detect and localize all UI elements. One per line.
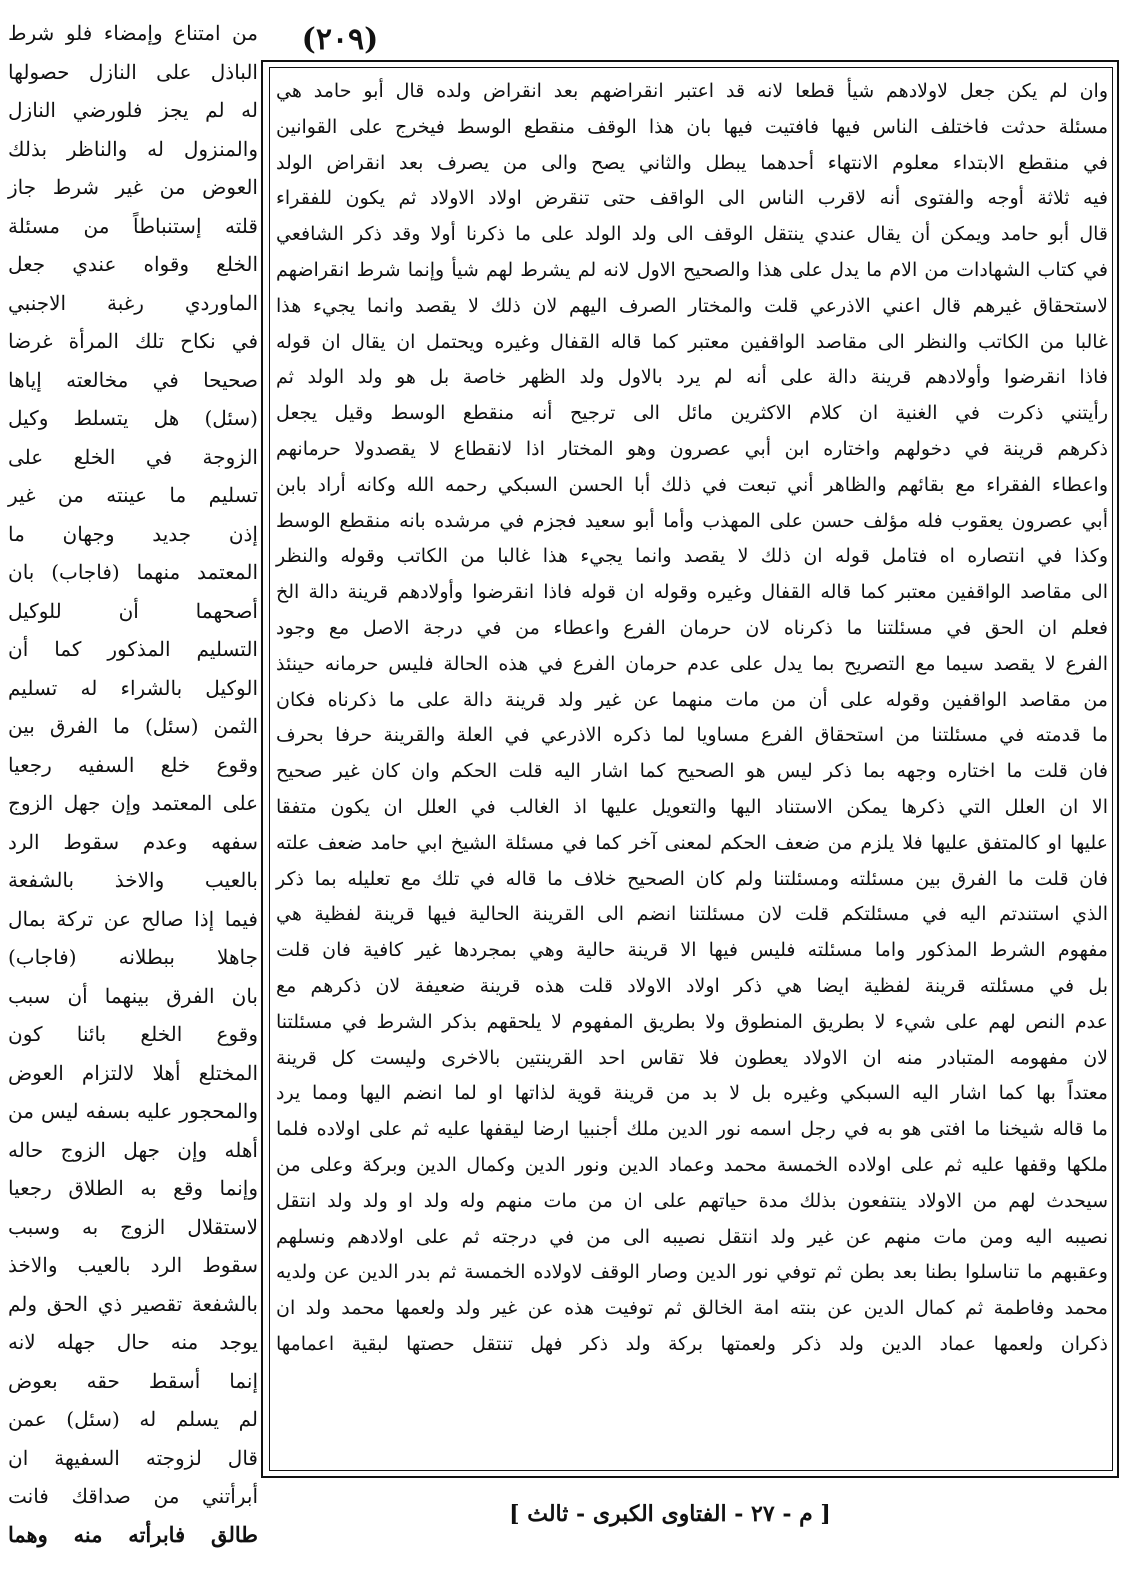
side-text-line: تسليم ما عينته من غير xyxy=(8,483,258,507)
main-text-line: عليها او كالمتفق عليها فلا يلزم من ضعف الحكم لمعنى آخر كما في مسئلة الشيخ ابي حامد ضعف علته xyxy=(276,831,1108,854)
side-text-line: سقوط الرد بالعيب والاخذ xyxy=(8,1253,258,1277)
side-text-line: المختلع أهلا لالتزام العوض xyxy=(8,1060,258,1085)
main-text-line: نصيبه اليه ومن مات منهم عن غير ولد انتقل نصيبه الى من في درجته ثم على اولادهم ونسلهم xyxy=(276,1225,1108,1248)
main-text-line: في منقطع الابتداء معلوم الانتهاء أحدهما يبطل والثاني يصح والى من يصرف بعد انقراض الولد xyxy=(276,151,1108,174)
side-text-line: له لم يجز فلورضي النازل xyxy=(8,98,258,122)
main-text-line: في كتاب الشهادات من الام ما يدل على هذا والصحيح الاول لانه لم يشرط لهم شيأ وإنما شرط انقراضهم xyxy=(276,258,1108,281)
main-text-line: مسئلة حدثت فاختلف الناس فيها فافتيت فيها بان هذا الوقف منقطع الوسط فيخرج على القوانين xyxy=(276,115,1108,138)
side-text-line: وإنما وقع به الطلاق رجعيا xyxy=(8,1176,258,1200)
side-text-line: لاستقلال الزوج به وسبب xyxy=(8,1214,258,1239)
side-text-line: في نكاح تلك المرأة غرضا xyxy=(8,329,258,353)
side-text-line: الخلع وقواه عندي جعل xyxy=(8,252,258,276)
side-text-line: جاهلا ببطلانه (فاجاب) xyxy=(8,945,258,969)
main-text-line: ذكران ولعمها عماد الدين ولد ذكر ولعمتها بركة ولد ذكر فهل تنتقل حصتها لبقية اعمامها xyxy=(276,1332,1108,1355)
main-text-line: وكذا في انتصاره اه فتامل قوله ان ذلك لا يقصد وانما يجيء هذا غالبا من الكاتب وقوله والنظر xyxy=(276,545,1108,568)
side-text-line: الثمن (سئل) ما الفرق بين xyxy=(8,714,258,738)
main-text-line: فان قلت ما اختاره وجهه بما ذكر ليس هو الصحيح كما اشار اليه قلت الحكم وان كان غير صحيح xyxy=(276,760,1108,783)
main-text-line: رأيتني ذكرت في الغنية ان كلام الاكثرين مائل الى ترجيح أنه منقطع الوسط وقيل يجعل xyxy=(276,402,1108,425)
main-text-line: قال أبو حامد ويمكن أن يقال عندي ينتقل الوقف الى ولد الولد على ما ذكرنا أولا وقد ذكر الشافعي xyxy=(276,223,1108,246)
main-text-line: معتداً بها كما اشار اليه السبكي وغيره بل لا بد من قرينة قوية لذاتها او لما انضم اليها ومما يرد xyxy=(276,1082,1108,1105)
main-text-line: لان مفهومه المتبادر منه ان الاولاد يعطون فلا تقاس احد القرينتين بالاخرى وليست كل قرينة xyxy=(276,1046,1108,1069)
side-text-line: فيما إذا صالح عن تركة بمال xyxy=(8,906,258,931)
page-number: (٢٠٩) xyxy=(301,22,379,57)
side-text-line: يوجد منه حال جهله لانه xyxy=(8,1330,258,1354)
main-text-line: الا ان العلل التي ذكرها يمكن الاستناد اليها والتعويل عليها اذ الغالب في العلل ان يكون متفقا xyxy=(276,795,1108,818)
side-column xyxy=(8,14,258,1547)
side-text-line: قال لزوجته السفيهة ان xyxy=(8,1445,258,1470)
main-text-line: فان قلت ما الفرق بين مسئلته ومسئلتنا ولم كان الصحيح خلاف ما قاله في تلك مع تعليله بما ذكر xyxy=(276,867,1108,890)
side-text-line: العوض من غير شرط جاز xyxy=(8,175,258,199)
main-text-line: الى مقاصد الواقفين معتبر كما قاله القفال وغيره وقوله ان قوله فاذا انقرضوا وأولادهم قرينة دالة الخ xyxy=(276,581,1108,604)
main-text-line: فيه ثلاثة أوجه والفتوى أنه لاقرب الناس الى الواقف حتى تنقرض اولاد الاولاد ثم يكون للفقراء xyxy=(276,187,1109,210)
main-text-line: ملكها وقفها عليه ثم على اولاده الخمسة محمد وعماد الدين ونور الدين وكمال الدين وبركة وعلى من xyxy=(276,1153,1108,1176)
side-text-line: التسليم المذكور كما أن xyxy=(8,637,258,661)
main-text-line: وعقبهم ما تناسلوا بطنا بعد بطن ثم توفي نور الدين وصار الوقف لاولاده الخمسة ثم بدر الدين عن ولديه xyxy=(276,1261,1108,1284)
main-text-line: واعطاء الفقراء مع بقائهم والظاهر أني تبعت في ذلك أبا الحسن السبكي رحمه الله وكانه أراد بابن xyxy=(276,473,1108,496)
main-text-line: سيحدث لهم من الاولاد ينتفعون بذلك مدة حياتهم على ان من مات منهم وله ولد او ولد ولد انتقل xyxy=(276,1189,1108,1212)
main-text-line: من مقاصد الواقفين وقوله على أن من مات منهما عن غير ولد قرينة دالة على ما ذكرناه فكان xyxy=(276,688,1108,711)
side-text-line: طالق فابرأته منه وهما xyxy=(8,1521,258,1547)
side-text-line: أبرأتني من صداقك فانت xyxy=(8,1484,258,1508)
side-text-line: لم يسلم له (سئل) عمن xyxy=(8,1407,258,1431)
side-text-line: قلته إستنباطاً من مسئلة xyxy=(8,213,258,238)
main-text-line: مفهوم الشرط المذكور واما مسئلته فليس فيها الا قرينة حالية وهي بمجردها غير كافية فان قلت xyxy=(276,939,1108,962)
side-text-line: الزوجة في الخلع على xyxy=(8,444,258,469)
main-text-line: وان لم يكن جعل لاولادهم شيأ قطعا لانه قد اعتبر انقراضهم بعد انقراض ولده قال أبو حامد هي xyxy=(276,80,1108,102)
main-text-line: الذي استندتم اليه في مسئلتكم قلت لان مسئلتنا انضم الى القرينة الحالية فيها قرينة لفظية هي xyxy=(276,903,1108,926)
main-text-line: فاذا انقرضوا وأولادهم قرينة دالة على أنه لم يرد بالاول ولد الظهر خاصة بل هو ولد الولد ثم xyxy=(276,366,1108,389)
main-text-line: فعلم ان الحق في مسئلتنا ما ذكرناه لان حرمان الفرع واعطاء من في درجة الاصل مع وجود xyxy=(276,616,1108,639)
side-text-line: إنما أسقط حقه بعوض xyxy=(8,1368,258,1393)
side-text-line: على المعتمد وإن جهل الزوج xyxy=(8,791,258,815)
side-text-line: أهله وإن جهل الزوج حاله xyxy=(8,1137,258,1162)
side-text-line: الباذل على النازل حصولها xyxy=(8,59,258,84)
side-text-line: والمحجور عليه بسفه ليس من xyxy=(8,1099,258,1123)
main-text-line: ما قاله شيخنا ما افتى هو به في رجل اسمه نور الدين ملك أجنبيا ارضا ليقفها عليه ثم على اولاده فلما xyxy=(276,1118,1108,1141)
side-text-line: صحيحا في مخالعته إياها xyxy=(8,367,258,392)
main-text-line: غالبا من الكاتب والنظر الى مقاصد الواقفين معتبر كما قاله القفال وغيره ويحتمل ان يقال ان قوله xyxy=(276,330,1108,353)
side-text-line: بالشفعة تقصير ذي الحق ولم xyxy=(8,1291,258,1316)
main-text-line: ما قدمته في مسئلتنا من استحقاق الفرع مساويا لما ذكره الاذرعي في العلة والقرينة حرفا بحرف xyxy=(276,724,1108,747)
main-text-line: لاستحقاق غيرهم قال اعني الاذرعي قلت والمختار الصرف اليهم لان ذلك لا يقصد وانما يجيء هذا xyxy=(276,294,1108,317)
main-text-line: ذكرهم قرينة في دخولهم واختاره ابن أبي عصرون وهو المختار اذا لانقطاع لا يقصدولا حرمانهم xyxy=(276,437,1108,460)
footer-signature: [ م - ٢٧ - الفتاوى الكبرى - ثالث ] xyxy=(509,1501,831,1527)
main-text-line: الفرع لا يقصد سيما مع التصريح بما يدل على عدم حرمان الفرع في هذه الحالة فليس حرمانه حينئذ xyxy=(276,652,1108,675)
side-text-line: المعتمد منهما (فاجاب) بان xyxy=(8,560,258,584)
main-text-line: محمد وفاطمة ثم كمال الدين عن بنته امة الخالق ثم توفيت هذه عن غير ولد ولعمها محمد ولد ان xyxy=(276,1297,1108,1320)
main-text-line: عدم النص لهم على شيء لا بطريق المنطوق ولا بطريق المفهوم لا يلحقهم بذكر الشرط في مسئلتنا xyxy=(276,1010,1108,1033)
main-text-column xyxy=(276,74,1108,1470)
side-text-line: إذن جديد وجهان ما xyxy=(8,521,258,546)
side-text-line: بالعيب والاخذ بالشفعة xyxy=(8,868,258,892)
side-text-line: بان الفرق بينهما أن سبب xyxy=(8,983,258,1008)
main-text-line: أبي عصرون يعقوب فله مؤلف حسن على المهذب وأما أبو سعيد فجزم في مرشده بانه منقطع الوسط xyxy=(276,509,1108,532)
side-text-line: وقوع الخلع بائنا كون xyxy=(8,1022,258,1046)
side-text-line: الوكيل بالشراء له تسليم xyxy=(8,675,258,700)
side-text-line: أصحهما أن للوكيل xyxy=(8,598,258,623)
side-text-line: سفهه وعدم سقوط الرد xyxy=(8,829,258,854)
side-text-line: والمنزول له والناظر بذلك xyxy=(8,136,258,161)
side-text-line: وقوع خلع السفيه رجعيا xyxy=(8,752,258,777)
side-text-line: (سئل) هل يتسلط وكيل xyxy=(8,406,258,430)
main-text-line: بل في مسئلته قرينة لفظية ايضا هي ذكر اولاد الاولاد قلت هذه قرينة ضعيفة لان ذكرهم مع xyxy=(276,974,1108,997)
side-text-line: الماوردي رغبة الاجنبي xyxy=(8,290,258,315)
side-text-line: من امتناع وإمضاء فلو شرط xyxy=(8,21,258,45)
